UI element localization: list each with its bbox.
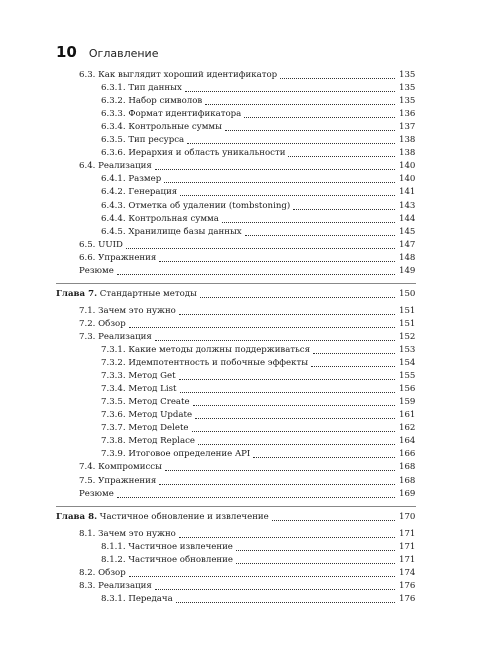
toc-page-number: 176	[399, 593, 416, 604]
toc-entry-line	[101, 422, 415, 435]
toc-entry-label	[79, 461, 165, 474]
toc-entry-line	[79, 475, 415, 488]
toc-entry-line	[79, 69, 415, 82]
toc-entry	[0, 370, 480, 383]
toc-page-number: 143	[399, 200, 416, 211]
toc-entry-line	[79, 160, 415, 173]
toc-entry	[0, 252, 480, 265]
toc-entry-line	[101, 383, 415, 396]
toc-entry	[0, 528, 480, 541]
toc-page-number: 159	[399, 397, 416, 408]
toc-entry	[0, 108, 480, 121]
toc-page-number: 176	[399, 580, 416, 591]
toc-entry	[0, 200, 480, 213]
toc-entry	[0, 580, 480, 593]
toc-entry-title: 8.1.2. Частичное обновление	[101, 554, 233, 565]
toc-entry-line	[79, 528, 415, 541]
dot-leader	[159, 484, 395, 485]
toc-page-number: 171	[399, 541, 416, 552]
toc-entry	[0, 134, 480, 147]
toc-entry-line	[101, 357, 415, 370]
dot-leader	[311, 366, 395, 367]
toc-entry-line	[101, 396, 415, 409]
toc-page-number: 140	[399, 161, 416, 172]
toc-entry-label	[101, 121, 225, 134]
toc-entry-title: 6.4. Реализация	[79, 161, 152, 172]
toc-page-number: 156	[399, 384, 416, 395]
toc-entry	[0, 226, 480, 239]
toc-entry-label	[101, 186, 180, 199]
toc-entry-title: 6.3.4. Контрольные суммы	[101, 122, 222, 133]
toc-entry-line	[101, 108, 415, 121]
toc-page-number: 149	[399, 265, 416, 276]
toc-entry-title: 7.3.5. Метод Create	[101, 397, 190, 408]
toc-entry-label	[101, 173, 164, 186]
toc-entry	[0, 383, 480, 396]
toc-entry-label	[79, 488, 117, 501]
toc-page-number: 168	[399, 462, 416, 473]
toc-entry-label	[101, 357, 311, 370]
toc-page-number: 140	[399, 174, 416, 185]
dot-leader	[117, 497, 395, 498]
dot-leader	[155, 340, 395, 341]
toc-entry-label	[79, 528, 179, 541]
dot-leader	[293, 209, 395, 210]
toc-entry-line	[101, 409, 415, 422]
chapter-number: Глава 7.	[56, 288, 98, 299]
toc-entry-title: Резюме	[79, 488, 114, 499]
toc-entry-line	[101, 213, 415, 226]
toc-entry-line	[101, 554, 415, 567]
toc-entry-label	[101, 108, 244, 121]
toc-entry	[0, 567, 480, 580]
dot-leader	[187, 143, 395, 144]
toc-page-number: 151	[399, 305, 416, 316]
dot-leader	[164, 182, 395, 183]
toc-entry-title: 6.4.3. Отметка об удалении (tombstoning)	[101, 200, 291, 211]
toc-entry-line	[79, 239, 415, 252]
toc-entry-line	[101, 95, 415, 108]
chapter-number: Глава 8.	[56, 511, 98, 522]
toc-entry	[0, 147, 480, 160]
toc-page-number: 171	[399, 554, 416, 565]
toc-entry	[0, 396, 480, 409]
toc-entry-line	[79, 331, 415, 344]
toc-entry-title: 7.3.9. Итоговое определение API	[101, 449, 251, 460]
toc-page-number: 170	[399, 511, 416, 522]
toc-entry-label	[101, 344, 313, 357]
toc-chapter-entry	[0, 288, 480, 301]
toc-entry-label	[101, 383, 180, 396]
toc-entry	[0, 475, 480, 488]
toc-entry-title: 6.4.1. Размер	[101, 174, 162, 185]
toc-entry-title: 6.3.5. Тип ресурса	[101, 135, 185, 146]
toc-entry-line	[79, 265, 415, 278]
toc-entry-title: 7.1. Зачем это нужно	[79, 305, 176, 316]
toc-entry-title: 7.3.7. Метод Delete	[101, 423, 189, 434]
toc-page-number: 148	[399, 252, 416, 263]
dot-leader	[129, 327, 395, 328]
toc-entry-title: 6.3.6. Иерархия и область уникальности	[101, 148, 286, 159]
toc-entry	[0, 422, 480, 435]
toc-entry-line	[79, 488, 415, 501]
toc-entry-title: 7.3.2. Идемпотентность и побочные эффекты	[101, 358, 309, 369]
dot-leader	[244, 117, 395, 118]
toc-page-number: 153	[399, 345, 416, 355]
toc-entry-line	[101, 82, 415, 95]
toc-entry	[0, 213, 480, 226]
toc-entry-label	[79, 318, 129, 331]
dot-leader	[126, 248, 395, 249]
toc-entry-label	[101, 435, 198, 448]
toc-page-number: 145	[399, 226, 416, 237]
toc-page-number: 144	[399, 213, 416, 224]
toc-page-number: 135	[399, 96, 416, 107]
toc-entry-line	[56, 288, 415, 301]
toc-entry-title: 7.3. Реализация	[79, 331, 152, 342]
toc-entry	[0, 318, 480, 331]
dot-leader	[185, 91, 395, 92]
toc-page-number: 174	[399, 567, 416, 578]
dot-leader	[313, 353, 395, 354]
toc-entry-label	[79, 239, 126, 252]
toc-entry-title: 7.4. Компромиссы	[79, 462, 162, 473]
toc-entry-label	[79, 252, 159, 265]
toc-entry-line	[79, 580, 415, 593]
toc-page-number: 138	[399, 135, 416, 146]
chapter-separator	[56, 283, 416, 284]
toc-entry-title: 6.3.3. Формат идентификатора	[101, 109, 242, 120]
dot-leader	[236, 550, 395, 551]
toc-page-number: 169	[399, 488, 416, 499]
dot-leader	[176, 602, 395, 603]
toc-entry-title: 7.3.6. Метод Update	[101, 410, 193, 421]
toc-entry-line	[79, 252, 415, 265]
dot-leader	[225, 130, 395, 131]
toc-entry-line	[101, 147, 415, 160]
toc-entry-label	[79, 567, 129, 580]
toc-entry-label	[79, 265, 117, 278]
dot-leader	[222, 222, 395, 223]
toc-entry	[0, 461, 480, 474]
dot-leader	[179, 314, 395, 315]
running-title: Оглавление	[88, 47, 159, 60]
toc-page-number: 171	[399, 528, 416, 539]
toc-entry-label	[101, 147, 288, 160]
toc-entry-title: 7.5. Упражнения	[79, 475, 157, 486]
toc-entry-label	[79, 305, 179, 318]
toc-entry-title: 8.3. Реализация	[79, 580, 152, 591]
toc-entry-label	[56, 511, 272, 524]
toc-entry	[0, 448, 480, 461]
dot-leader	[117, 274, 395, 275]
dot-leader	[288, 156, 395, 157]
toc-entry-line	[101, 200, 415, 213]
dot-leader	[253, 457, 395, 458]
toc-entry-label	[101, 370, 179, 383]
toc-entry	[0, 409, 480, 422]
dot-leader	[205, 104, 395, 105]
toc-entry	[0, 95, 480, 108]
dot-leader	[159, 261, 395, 262]
toc-page-number: 155	[399, 371, 416, 382]
toc-entry-title: Стандартные методы	[97, 288, 197, 299]
toc-page-number: 135	[399, 70, 416, 80]
toc-page-number: 161	[399, 410, 416, 421]
toc-entry-label	[101, 200, 293, 213]
toc-entry-line	[101, 134, 415, 147]
toc-entry-label	[79, 331, 155, 344]
toc-entry	[0, 69, 480, 82]
toc-entry-title: 6.3.1. Тип данных	[101, 83, 182, 94]
toc-page-number: 162	[399, 423, 416, 434]
toc-entry-line	[79, 305, 415, 318]
dot-leader	[179, 537, 395, 538]
toc-entry-line	[101, 593, 415, 606]
dot-leader	[180, 392, 396, 393]
toc-entry	[0, 435, 480, 448]
toc-entry-title: 8.2. Обзор	[79, 567, 126, 578]
toc-entry-label	[79, 160, 155, 173]
toc-page-number: 150	[399, 288, 416, 299]
toc-entry-title: 7.3.4. Метод List	[101, 384, 177, 395]
toc-entry-line	[101, 435, 415, 448]
toc-page-number: 136	[399, 109, 416, 120]
chapter-separator	[56, 506, 416, 507]
dot-leader	[198, 444, 395, 445]
toc-page-number: 135	[399, 83, 416, 94]
toc-entry-title: 7.3.3. Метод Get	[101, 371, 176, 382]
toc-page-number: 154	[399, 358, 416, 369]
toc-entry-title: 6.4.2. Генерация	[101, 187, 178, 198]
dot-leader	[272, 520, 395, 521]
toc-entry	[0, 344, 480, 357]
toc-entry-title: 6.6. Упражнения	[79, 252, 157, 263]
toc-entry-title: 8.3.1. Передача	[101, 593, 173, 604]
page-header	[56, 43, 158, 59]
toc-entry-line	[101, 344, 415, 357]
toc-entry-label	[79, 69, 280, 82]
toc-entry-title: 6.4.4. Контрольная сумма	[101, 213, 219, 224]
toc-entry-title: 8.1.1. Частичное извлечение	[101, 541, 233, 552]
toc-entry-title: 7.3.8. Метод Replace	[101, 436, 195, 447]
toc-entry-label	[101, 448, 253, 461]
dot-leader	[280, 78, 395, 79]
toc-entry-label	[101, 396, 193, 409]
toc-entry-title: Частичное обновление и извлечение	[97, 511, 269, 522]
toc-entry-label	[101, 82, 185, 95]
toc-entry	[0, 173, 480, 186]
toc-chapter-entry	[0, 511, 480, 524]
dot-leader	[155, 589, 395, 590]
toc-page-number: 138	[399, 148, 416, 159]
toc-entry-line	[79, 567, 415, 580]
toc-entry	[0, 160, 480, 173]
toc-entry-label	[101, 213, 222, 226]
toc-entry-line	[101, 541, 415, 554]
toc-entry	[0, 186, 480, 199]
toc-entry-line	[79, 461, 415, 474]
dot-leader	[179, 379, 395, 380]
page-number: 10	[56, 43, 77, 61]
dot-leader	[192, 431, 395, 432]
toc-entry-title: 6.4.5. Хранилище базы данных	[101, 226, 242, 237]
toc-entry-title: 6.5. UUID	[79, 239, 123, 250]
toc-page-number: 152	[399, 331, 416, 342]
toc-entry	[0, 357, 480, 370]
toc-entry-label	[101, 95, 205, 108]
dot-leader	[193, 405, 395, 406]
toc-page-number: 164	[399, 436, 416, 447]
toc-entry-title: 6.3. Как выглядит хороший идентификатор	[79, 70, 278, 80]
dot-leader	[200, 297, 395, 298]
toc-entry-title: 7.2. Обзор	[79, 318, 126, 329]
toc-entry-line	[101, 226, 415, 239]
toc-entry-label	[101, 134, 187, 147]
toc-entry-line	[101, 370, 415, 383]
dot-leader	[129, 576, 395, 577]
toc-entry-label	[101, 541, 236, 554]
dot-leader	[155, 169, 395, 170]
toc-entry	[0, 265, 480, 278]
toc-page-number: 147	[399, 239, 416, 250]
dot-leader	[165, 470, 395, 471]
toc-entry	[0, 593, 480, 606]
toc-entry-label	[101, 593, 176, 606]
toc-entry-title: Резюме	[79, 265, 114, 276]
toc-entry-line	[101, 173, 415, 186]
toc-entry-line	[56, 511, 415, 524]
toc-entry	[0, 121, 480, 134]
toc-entry	[0, 305, 480, 318]
toc-entry	[0, 488, 480, 501]
toc-entry-line	[101, 121, 415, 134]
toc-page-number: 166	[399, 449, 416, 460]
toc-entry-label	[101, 226, 245, 239]
toc-entry	[0, 541, 480, 554]
dot-leader	[195, 418, 395, 419]
toc-entry-label	[101, 554, 236, 567]
toc-page-number: 141	[399, 187, 416, 198]
dot-leader	[245, 235, 395, 236]
toc-entry-label	[56, 288, 200, 301]
dot-leader	[180, 195, 395, 196]
toc-entry-title: 7.3.1. Какие методы должны поддерживаться	[101, 345, 311, 355]
toc-entry	[0, 554, 480, 567]
toc-entry-label	[101, 409, 195, 422]
toc-page-number: 137	[399, 122, 416, 133]
toc-entry-line	[79, 318, 415, 331]
toc-entry-title: 6.3.2. Набор символов	[101, 96, 203, 107]
toc-entry	[0, 331, 480, 344]
toc-entry-label	[101, 422, 192, 435]
toc-entry	[0, 82, 480, 95]
toc-entry-label	[79, 475, 159, 488]
toc-entry-label	[79, 580, 155, 593]
toc-entry-line	[101, 186, 415, 199]
dot-leader	[236, 563, 395, 564]
toc-page-number: 151	[399, 318, 416, 329]
toc-entry-title: 8.1. Зачем это нужно	[79, 528, 176, 539]
toc-entry-line	[101, 448, 415, 461]
toc-page-number: 168	[399, 475, 416, 486]
toc-entry	[0, 239, 480, 252]
